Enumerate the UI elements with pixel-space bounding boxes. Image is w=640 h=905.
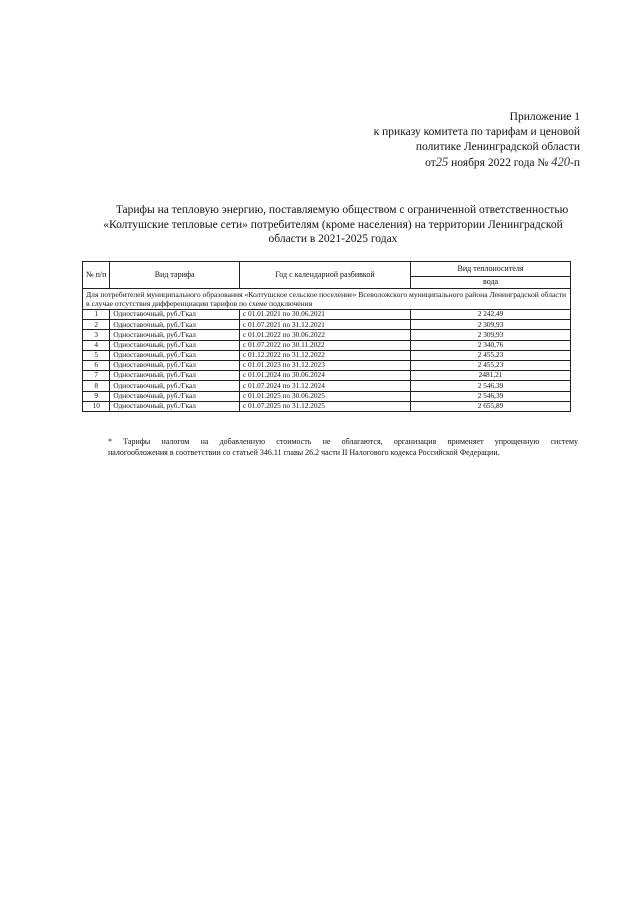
- table-row: [83, 401, 571, 411]
- header-carrier: Вид теплоносителя: [411, 262, 571, 277]
- table-row: [83, 360, 571, 370]
- date-prefix: от: [425, 157, 436, 169]
- appendix-date-line: [330, 155, 580, 171]
- row-tariff-type: Одноставочный, руб./Гкал: [110, 360, 239, 370]
- header-carrier-water: вода: [411, 276, 571, 288]
- row-period: с 01.01.2023 по 31.12.2023: [239, 360, 410, 370]
- appendix-line3: политике Ленинградской области: [415, 141, 580, 153]
- document-title: [88, 203, 578, 247]
- table-row: [83, 350, 571, 360]
- row-period: с 01.07.2021 по 31.12.2021: [239, 320, 410, 330]
- row-period: с 01.12.2022 по 31.12.2022: [239, 350, 410, 360]
- tariff-table: [82, 261, 571, 412]
- row-value: 2 242,49: [411, 310, 571, 320]
- row-tariff-type: Одноставочный, руб./Гкал: [110, 320, 239, 330]
- table-row: [83, 310, 571, 320]
- appendix-header: [330, 110, 580, 171]
- row-tariff-type: Одноставочный, руб./Гкал: [110, 310, 239, 320]
- row-value: 2 546,39: [411, 391, 571, 401]
- footnote-line1: * Тарифы налогом на добавленную стоимость не облагаются, организация применяет упрощенную систему: [108, 437, 578, 446]
- row-period: с 01.01.2024 по 30.06.2024: [239, 371, 410, 381]
- title-line3: области в 2021-2025 годах: [268, 233, 398, 245]
- table-row: [83, 340, 571, 350]
- row-value: 2 309,93: [411, 320, 571, 330]
- consumer-group-label: Для потребителей муниципального образования «Колтушское сельское поселение» Всеволожского муниципального района Ленинградской области в случае отсутствия дифференциации тарифов по схеме подключения: [83, 289, 571, 310]
- row-value: 2 340,76: [411, 340, 571, 350]
- row-number: 3: [83, 330, 110, 340]
- row-period: с 01.07.2025 по 31.12.2025: [239, 401, 410, 411]
- handwritten-number: 420: [551, 155, 571, 169]
- footnote-line2: налогообложения в соответствии со статьей 346.11 главы 26.2 части II Налогового кодекса Российской Федерации.: [108, 447, 500, 457]
- footnote: [108, 437, 578, 458]
- row-number: 8: [83, 381, 110, 391]
- row-number: 9: [83, 391, 110, 401]
- date-middle: ноября 2022 года №: [451, 157, 549, 169]
- row-tariff-type: Одноставочный, руб./Гкал: [110, 330, 239, 340]
- row-tariff-type: Одноставочный, руб./Гкал: [110, 371, 239, 381]
- appendix-title: Приложение 1: [509, 111, 580, 123]
- row-period: с 01.01.2021 по 30.06.2021: [239, 310, 410, 320]
- row-value: 2 455,23: [411, 360, 571, 370]
- row-number: 2: [83, 320, 110, 330]
- row-tariff-type: Одноставочный, руб./Гкал: [110, 401, 239, 411]
- title-line1: Тарифы на тепловую энергию, поставляемую обществом с ограниченной ответственностью: [115, 204, 569, 216]
- table-row: [83, 371, 571, 381]
- handwritten-day: 25: [435, 155, 449, 169]
- title-line2: «Колтушские тепловые сети» потребителям (кроме населения) на территории Ленинградской: [103, 218, 563, 231]
- row-number: 1: [83, 310, 110, 320]
- row-number: 7: [83, 371, 110, 381]
- date-suffix: -п: [570, 157, 580, 169]
- row-value: 2 455,23: [411, 350, 571, 360]
- row-period: с 01.01.2025 по 30.06.2025: [239, 391, 410, 401]
- row-tariff-type: Одноставочный, руб./Гкал: [110, 381, 239, 391]
- header-period: Год с календарной разбивкой: [239, 262, 410, 289]
- row-value: 2 655,89: [411, 401, 571, 411]
- row-value: 2481,21: [411, 371, 571, 381]
- row-number: 10: [83, 401, 110, 411]
- table-row: [83, 320, 571, 330]
- table-row: [83, 330, 571, 340]
- row-value: 2 309,93: [411, 330, 571, 340]
- table-row: [83, 381, 571, 391]
- header-num: № п/п: [83, 262, 110, 289]
- row-number: 4: [83, 340, 110, 350]
- row-value: 2 546,39: [411, 381, 571, 391]
- row-period: с 01.07.2024 по 31.12.2024: [239, 381, 410, 391]
- row-number: 6: [83, 360, 110, 370]
- row-period: с 01.01.2022 по 30.06.2022: [239, 330, 410, 340]
- row-tariff-type: Одноставочный, руб./Гкал: [110, 350, 239, 360]
- appendix-line2: к приказу комитета по тарифам и ценовой: [373, 126, 580, 138]
- header-type: Вид тарифа: [110, 262, 239, 289]
- row-period: с 01.07.2022 по 30.11.2022: [239, 340, 410, 350]
- row-number: 5: [83, 350, 110, 360]
- row-tariff-type: Одноставочный, руб./Гкал: [110, 340, 239, 350]
- row-tariff-type: Одноставочный, руб./Гкал: [110, 391, 239, 401]
- table-row: [83, 391, 571, 401]
